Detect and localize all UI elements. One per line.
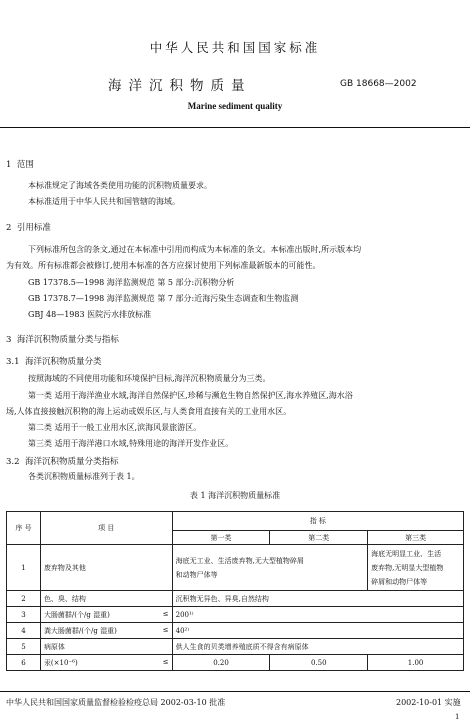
row-value: 供人生食的贝类增养殖底质不得含有病原体 xyxy=(172,639,463,655)
header-class-2: 第二类 xyxy=(270,531,368,545)
table-row xyxy=(7,545,464,591)
page-number: 1 xyxy=(455,713,460,721)
reference-item: GB 17378.7—1998 海洋监测规范 第 7 部分:近海污染生态调查和生物监测 xyxy=(28,294,299,303)
paragraph: 下列标准所包含的条文,通过在本标准中引用而构成为本标准的条文。本标准出版时,所示版本均 xyxy=(28,245,362,254)
row-value-class-2: 0.50 xyxy=(270,655,368,671)
section-title: 海洋沉积物质量分类与指标 xyxy=(16,335,119,345)
section-number: 1 xyxy=(6,160,12,170)
row-value: 沉积物无异色、异臭,自然结构 xyxy=(172,591,463,607)
section-title: 引用标准 xyxy=(16,223,51,233)
section-2-heading xyxy=(6,221,51,233)
category-1-text: 第一类 适用于海洋渔业水域,海洋自然保护区,珍稀与濒危生物自然保护区,海水养殖区,海水浴 xyxy=(28,391,353,400)
category-2-text: 第二类 适用于一般工业用水区,滨海风景旅游区。 xyxy=(28,423,202,432)
standard-title: 海洋沉积物质量 xyxy=(108,78,252,94)
row-item: 病原体 xyxy=(40,639,172,655)
section-number: 3.2 xyxy=(6,457,20,467)
row-item xyxy=(40,607,172,623)
table-row xyxy=(7,639,464,655)
english-title: Marine sediment quality xyxy=(187,101,283,111)
row-value-class-3 xyxy=(368,545,464,591)
footer-rule xyxy=(0,691,470,692)
category-1-text: 场,人体直接接触沉积物的海上运动或娱乐区,与人类食用直接有关的工业用水区。 xyxy=(6,407,292,416)
section-title: 范围 xyxy=(16,160,34,170)
section-title: 海洋沉积物质量分类指标 xyxy=(24,457,119,467)
item-label: 粪大肠菌群/(个/g 湿重) xyxy=(43,626,117,635)
row-value: 40²⁾ xyxy=(172,623,463,639)
header-rule xyxy=(0,127,470,128)
header-no: 序 号 xyxy=(7,512,41,545)
issue-date: 2002-03-10 xyxy=(160,698,207,707)
issuing-body-header: 中华人民共和国国家标准 xyxy=(149,40,321,55)
row-item xyxy=(40,655,172,671)
category-3-text: 第三类 适用于海洋港口水域,特殊用途的海洋开发作业区。 xyxy=(28,439,234,448)
row-number: 4 xyxy=(7,623,41,639)
value-line: 碎屑和动物尸体等 xyxy=(371,577,428,586)
item-label: 汞(×10⁻⁶) xyxy=(43,658,78,667)
subsection-3-1-heading xyxy=(6,355,101,367)
reference-item: GBJ 48—1983 医院污水排放标准 xyxy=(28,310,152,319)
section-number: 2 xyxy=(6,223,12,233)
value-line: 海底无明显工业、生活 xyxy=(371,549,442,558)
row-number: 1 xyxy=(7,545,41,591)
section-number: 3 xyxy=(6,335,12,345)
implementation-label: 实施 xyxy=(444,698,461,707)
standard-number: GB 18668—2002 xyxy=(340,79,417,89)
limit-symbol: ≤ xyxy=(162,609,169,618)
value-line: 海底无工业、生活废弃物,无大型植物碎屑 xyxy=(175,556,304,565)
issuer: 中华人民共和国国家质量监督检验检疫总局 xyxy=(6,698,158,707)
issue-label: 批准 xyxy=(209,698,226,707)
header-item: 项 目 xyxy=(40,512,172,545)
value-line: 废弃物,无明显大型植物 xyxy=(371,563,444,572)
row-value-class-3: 1.00 xyxy=(368,655,464,671)
header-class-3: 第三类 xyxy=(368,531,464,545)
subsection-3-2-heading xyxy=(6,455,118,467)
table-row xyxy=(7,607,464,623)
limit-symbol: ≤ xyxy=(162,625,169,634)
section-title: 海洋沉积物质量分类 xyxy=(24,357,102,367)
implementation-date: 2002-10-01 xyxy=(396,698,443,707)
table-header-row xyxy=(7,512,464,531)
reference-item: GB 17378.5—1998 海洋监测规范 第 5 部分:沉积物分析 xyxy=(28,278,235,287)
paragraph: 为有效。所有标准都会被修订,使用本标准的各方应探讨使用下列标准最新版本的可能性。 xyxy=(6,261,321,270)
footer-implementation xyxy=(396,697,461,708)
row-number: 6 xyxy=(7,655,41,671)
limit-symbol: ≤ xyxy=(162,657,169,666)
row-value-class-1: 0.20 xyxy=(172,655,270,671)
table-row xyxy=(7,655,464,671)
row-number: 2 xyxy=(7,591,41,607)
row-item: 色、臭、结构 xyxy=(40,591,172,607)
section-1-heading xyxy=(6,158,34,170)
section-3-heading xyxy=(6,333,119,345)
paragraph: 本标准规定了海域各类使用功能的沉积物质量要求。 xyxy=(28,181,212,190)
item-label: 大肠菌群/(个/g 湿重) xyxy=(43,610,110,619)
value-line: 和动物尸体等 xyxy=(175,570,218,579)
row-item: 废弃物及其他 xyxy=(40,545,172,591)
row-value xyxy=(172,545,368,591)
table-caption: 表 1 海洋沉积物质量标准 xyxy=(189,491,281,500)
paragraph: 各类沉积物质量标准列于表 1。 xyxy=(28,472,140,481)
paragraph: 本标准适用于中华人民共和国管辖的海域。 xyxy=(28,197,180,206)
section-number: 3.1 xyxy=(6,357,20,367)
footer-approval xyxy=(6,697,225,708)
row-item xyxy=(40,623,172,639)
table-row xyxy=(7,623,464,639)
sediment-quality-table xyxy=(6,511,464,671)
row-number: 3 xyxy=(7,607,41,623)
row-value: 200¹⁾ xyxy=(172,607,463,623)
paragraph: 按照海域的不同使用功能和环境保护目标,海洋沉积物质量分为三类。 xyxy=(28,374,271,383)
header-index: 指 标 xyxy=(172,512,463,531)
header-class-1: 第一类 xyxy=(172,531,270,545)
row-number: 5 xyxy=(7,639,41,655)
table-row xyxy=(7,591,464,607)
